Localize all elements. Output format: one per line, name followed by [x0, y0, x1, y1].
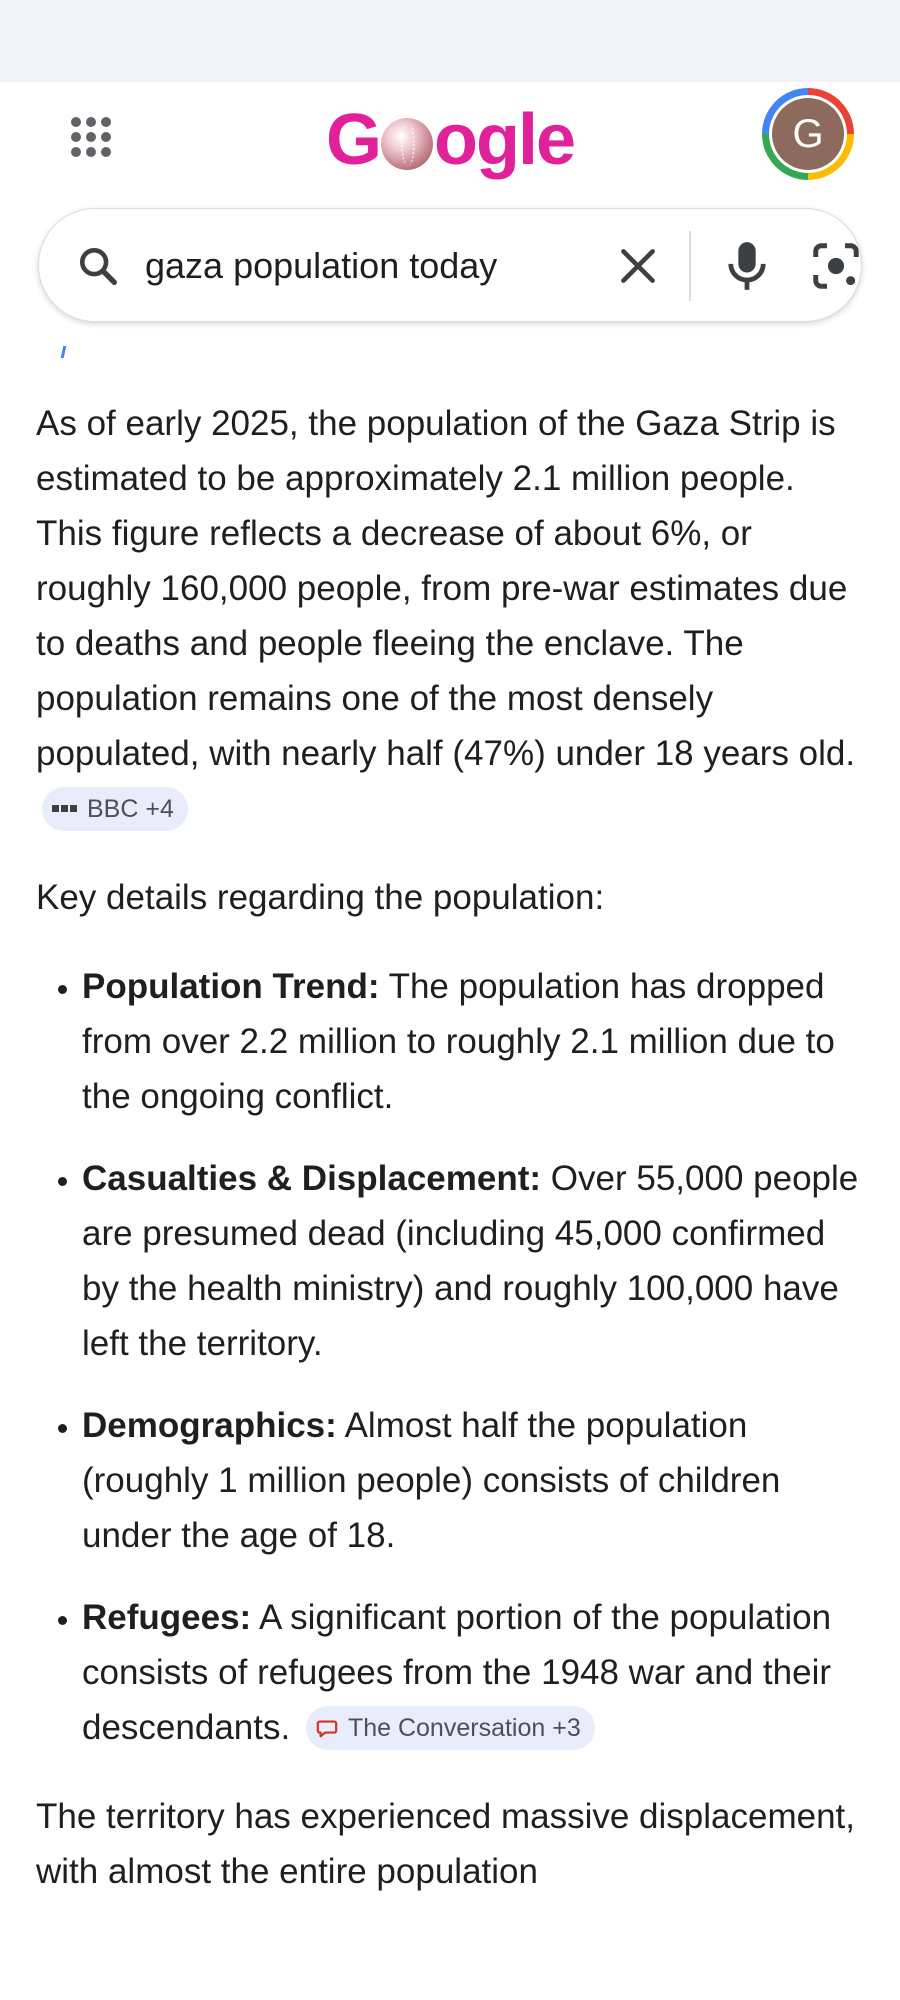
list-item — [82, 1151, 866, 1371]
bullet-title: Demographics: — [82, 1406, 337, 1445]
bullet-title: Refugees: — [82, 1598, 252, 1637]
apps-dot — [71, 132, 81, 142]
account-avatar[interactable] — [762, 88, 854, 180]
apps-dot — [101, 117, 111, 127]
search-icon[interactable] — [75, 243, 121, 289]
bullet-title: Casualties & Displacement: — [82, 1159, 542, 1198]
avatar-initial: G — [772, 98, 844, 170]
apps-dot — [101, 147, 111, 157]
cricket-ball-icon — [381, 118, 433, 170]
ai-overview-content — [36, 396, 866, 1899]
bullet-text: Over 55,000 people are presumed dead (including 45,000 confirmed by the health ministry) and roughly 100,000 have left the territory. — [82, 1159, 859, 1363]
bullet-text: A significant portion of the population consists of refugees from the 1948 war and their descendants. — [82, 1598, 832, 1747]
bullet-text: Almost half the population (roughly 1 million people) consists of children under the age of 18. — [82, 1406, 781, 1555]
source-chip-label: The Conversation +3 — [347, 1713, 581, 1742]
bullet-title: Population Trend: — [82, 967, 380, 1006]
source-chip-label: BBC +4 — [87, 794, 174, 823]
apps-grid-icon[interactable] — [66, 112, 116, 162]
bbc-logo-icon — [52, 805, 77, 812]
intro-text: As of early 2025, the population of the Gaza Strip is estimated to be approximately 2.1 million people. This figure reflects a decrease of about 6%, or roughly 160,000 people, from pre-war estimates due to deaths and people fleeing the enclave. The population remains one of the most densely populated, with nearly half (47%) under 18 years old. — [36, 404, 856, 773]
camera-lens-icon[interactable] — [809, 239, 863, 293]
google-doodle-logo[interactable] — [325, 94, 575, 186]
source-chip-bbc[interactable] — [42, 787, 188, 831]
apps-dot — [71, 147, 81, 157]
apps-dot — [86, 132, 96, 142]
key-details-heading: Key details regarding the population: — [36, 878, 605, 917]
logo-letter-g: G — [325, 100, 380, 180]
bullet-text: The population has dropped from over 2.2 million to roughly 2.1 million due to the ongoing conflict. — [82, 967, 835, 1116]
source-chip-the-conversation[interactable] — [306, 1706, 595, 1750]
status-bar — [0, 0, 900, 82]
search-input[interactable] — [145, 237, 575, 295]
details-list — [36, 959, 866, 1755]
microphone-icon[interactable] — [721, 237, 773, 295]
apps-dot — [86, 117, 96, 127]
logo-wordmark — [326, 99, 574, 181]
list-item — [82, 1398, 866, 1563]
header — [0, 82, 900, 192]
logo-letters-ogle: ogle — [434, 100, 575, 180]
search-divider — [689, 231, 691, 301]
apps-dot — [101, 132, 111, 142]
list-item — [82, 959, 866, 1124]
final-paragraph: The territory has experienced massive displacement, with almost the entire population — [36, 1797, 855, 1891]
speech-bubble-icon — [316, 1717, 338, 1739]
search-bar[interactable] — [38, 208, 862, 322]
intro-paragraph — [36, 396, 866, 836]
scroll-indicator-mark — [61, 346, 67, 358]
apps-dot — [86, 147, 96, 157]
avatar-ring-inner — [769, 95, 847, 173]
close-icon[interactable] — [613, 241, 663, 291]
list-item — [82, 1590, 866, 1755]
apps-dot — [71, 117, 81, 127]
